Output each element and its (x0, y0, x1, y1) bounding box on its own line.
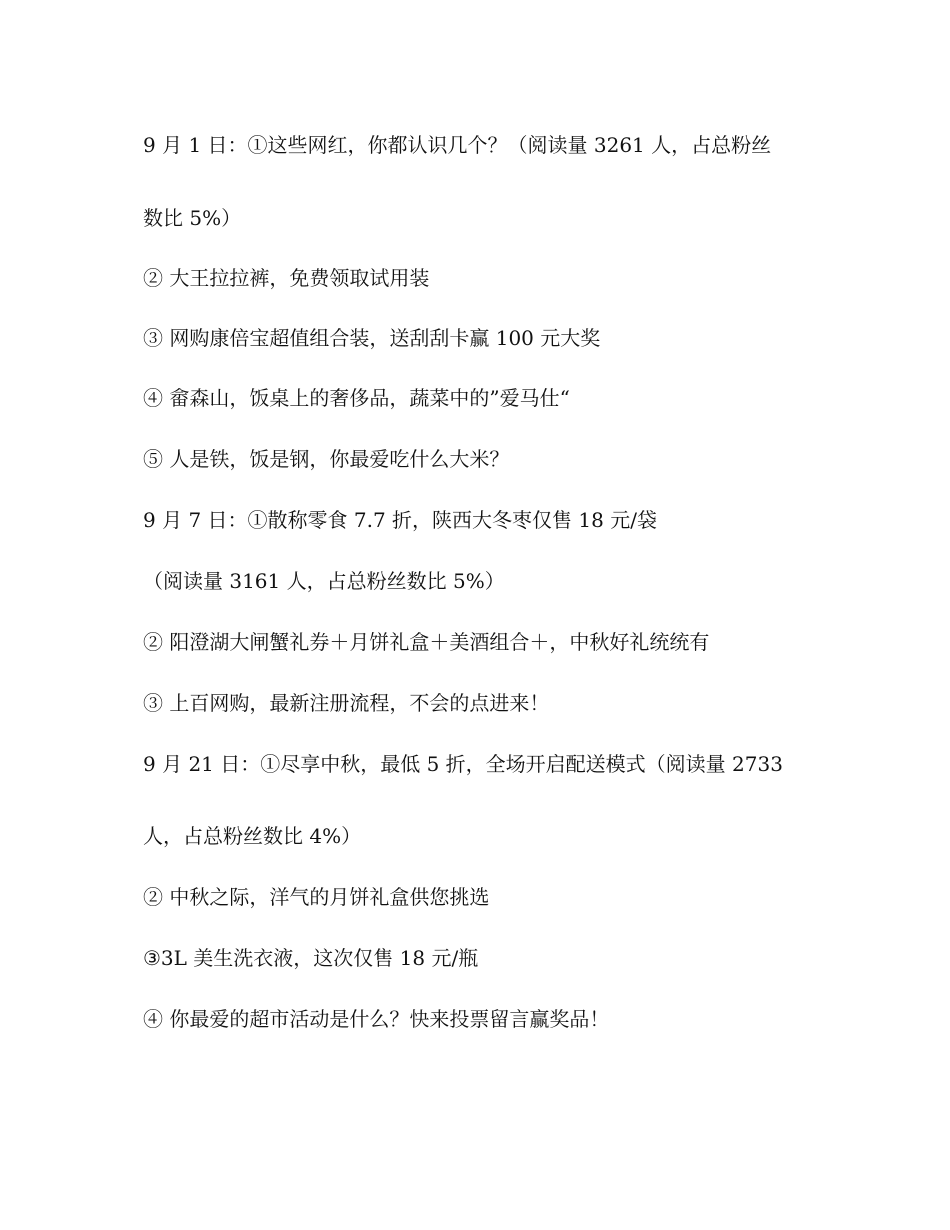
text-line-sep21-item1-cont: 人，占总粉丝数比 4%） (143, 824, 362, 848)
text-line-sep21-item4: ④ 你最爱的超市活动是什么？快来投票留言赢奖品！ (143, 1007, 610, 1031)
text-line-sep7-item2: ② 阳澄湖大闸蟹礼券＋月饼礼盒＋美酒组合＋，中秋好礼统统有 (143, 630, 710, 654)
text-line-sep1-item2: ② 大王拉拉裤，免费领取试用装 (143, 266, 430, 290)
text-line-sep21-item3: ③3L 美生洗衣液，这次仅售 18 元/瓶 (143, 946, 479, 970)
text-line-sep1-item3: ③ 网购康倍宝超值组合装，送刮刮卡赢 100 元大奖 (143, 326, 601, 350)
text-line-sep7-item1-cont: （阅读量 3161 人，占总粉丝数比 5%） (143, 569, 505, 593)
text-line-sep7-item1: 9 月 7 日：①散称零食 7.7 折，陕西大冬枣仅售 18 元/袋 (143, 508, 657, 532)
text-line-sep1-item1: 9 月 1 日：①这些网红，你都认识几个？（阅读量 3261 人，占总粉丝 (143, 133, 772, 157)
text-line-sep1-item5: ⑤ 人是铁，饭是钢，你最爱吃什么大米？ (143, 447, 510, 471)
text-line-sep1-item4: ④ 畲森山，饭桌上的奢侈品，蔬菜中的”爱马仕“ (143, 386, 570, 410)
text-line-sep21-item2: ② 中秋之际，洋气的月饼礼盒供您挑选 (143, 885, 490, 909)
text-line-sep7-item3: ③ 上百网购，最新注册流程，不会的点进来！ (143, 691, 550, 715)
text-line-sep21-item1: 9 月 21 日：①尽享中秋，最低 5 折，全场开启配送模式（阅读量 2733 (143, 752, 783, 776)
text-line-sep1-item1-cont: 数比 5%） (143, 206, 242, 230)
